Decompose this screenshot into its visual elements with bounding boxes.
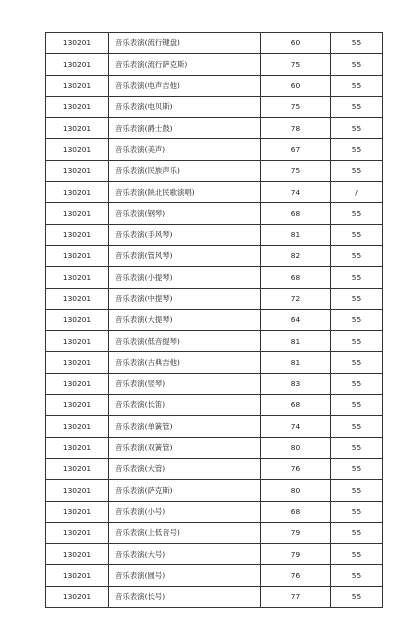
table-row — [46, 480, 383, 501]
score-cell: 81 — [261, 331, 331, 352]
score-cell: 80 — [261, 437, 331, 458]
pass-line-cell: 55 — [331, 480, 383, 501]
major-code-cell: 130201 — [46, 33, 109, 54]
score-cell: 68 — [261, 203, 331, 224]
document-page — [45, 32, 382, 608]
score-cell: 68 — [261, 395, 331, 416]
pass-line-cell: 55 — [331, 437, 383, 458]
major-name-cell: 音乐表演(管风琴) — [109, 245, 261, 266]
pass-line-cell: 55 — [331, 565, 383, 586]
table-row — [46, 331, 383, 352]
major-code-cell: 130201 — [46, 544, 109, 565]
major-name-cell: 音乐表演(上低音号) — [109, 522, 261, 543]
pass-line-cell: 55 — [331, 75, 383, 96]
pass-line-cell: 55 — [331, 54, 383, 75]
major-code-cell: 130201 — [46, 267, 109, 288]
score-cell: 77 — [261, 586, 331, 607]
score-cell: 75 — [261, 160, 331, 181]
major-code-cell: 130201 — [46, 522, 109, 543]
major-code-cell: 130201 — [46, 160, 109, 181]
major-name-cell: 音乐表演(小号) — [109, 501, 261, 522]
score-cell: 81 — [261, 352, 331, 373]
major-name-cell: 音乐表演(电声吉他) — [109, 75, 261, 96]
pass-line-cell: 55 — [331, 395, 383, 416]
major-code-cell: 130201 — [46, 586, 109, 607]
major-name-cell: 音乐表演(小提琴) — [109, 267, 261, 288]
major-code-cell: 130201 — [46, 182, 109, 203]
table-row — [46, 75, 383, 96]
table-row — [46, 544, 383, 565]
pass-line-cell: 55 — [331, 139, 383, 160]
table-row — [46, 586, 383, 607]
pass-line-cell: 55 — [331, 96, 383, 117]
major-code-cell: 130201 — [46, 203, 109, 224]
major-name-cell: 音乐表演(流行萨克斯) — [109, 54, 261, 75]
major-name-cell: 音乐表演(竖琴) — [109, 373, 261, 394]
pass-line-cell: 55 — [331, 245, 383, 266]
major-code-cell: 130201 — [46, 416, 109, 437]
major-name-cell: 音乐表演(中提琴) — [109, 288, 261, 309]
major-code-cell: 130201 — [46, 373, 109, 394]
pass-line-cell: 55 — [331, 544, 383, 565]
major-name-cell: 音乐表演(钢琴) — [109, 203, 261, 224]
major-code-cell: 130201 — [46, 395, 109, 416]
score-cell: 68 — [261, 267, 331, 288]
score-cell: 79 — [261, 544, 331, 565]
pass-line-cell: 55 — [331, 33, 383, 54]
table-row — [46, 522, 383, 543]
major-name-cell: 音乐表演(圆号) — [109, 565, 261, 586]
major-name-cell: 音乐表演(爵士鼓) — [109, 118, 261, 139]
pass-line-cell: 55 — [331, 522, 383, 543]
table-row — [46, 96, 383, 117]
score-cell: 72 — [261, 288, 331, 309]
table-row — [46, 203, 383, 224]
major-name-cell: 音乐表演(长号) — [109, 586, 261, 607]
score-cell: 82 — [261, 245, 331, 266]
table-row — [46, 33, 383, 54]
score-cell: 83 — [261, 373, 331, 394]
table-row — [46, 160, 383, 181]
score-cell: 80 — [261, 480, 331, 501]
major-name-cell: 音乐表演(大提琴) — [109, 309, 261, 330]
pass-line-cell: 55 — [331, 118, 383, 139]
major-code-cell: 130201 — [46, 288, 109, 309]
score-cell: 76 — [261, 565, 331, 586]
major-name-cell: 音乐表演(双簧管) — [109, 437, 261, 458]
major-name-cell: 音乐表演(陕北民歌演唱) — [109, 182, 261, 203]
major-name-cell: 音乐表演(手风琴) — [109, 224, 261, 245]
pass-line-cell: 55 — [331, 373, 383, 394]
major-code-cell: 130201 — [46, 245, 109, 266]
pass-line-cell: 55 — [331, 586, 383, 607]
table-row — [46, 224, 383, 245]
score-cell: 60 — [261, 33, 331, 54]
major-name-cell: 音乐表演(流行键盘) — [109, 33, 261, 54]
major-code-cell: 130201 — [46, 96, 109, 117]
score-cell: 60 — [261, 75, 331, 96]
table-row — [46, 139, 383, 160]
major-name-cell: 音乐表演(大管) — [109, 458, 261, 479]
major-code-cell: 130201 — [46, 458, 109, 479]
major-code-cell: 130201 — [46, 437, 109, 458]
pass-line-cell: 55 — [331, 160, 383, 181]
table-row — [46, 118, 383, 139]
score-cell: 79 — [261, 522, 331, 543]
table-row — [46, 352, 383, 373]
major-name-cell: 音乐表演(低音提琴) — [109, 331, 261, 352]
table-row — [46, 416, 383, 437]
pass-line-cell: 55 — [331, 309, 383, 330]
major-name-cell: 音乐表演(大号) — [109, 544, 261, 565]
pass-line-cell: 55 — [331, 203, 383, 224]
pass-line-cell: 55 — [331, 458, 383, 479]
major-code-cell: 130201 — [46, 139, 109, 160]
major-code-cell: 130201 — [46, 501, 109, 522]
major-code-cell: 130201 — [46, 118, 109, 139]
score-cell: 68 — [261, 501, 331, 522]
table-row — [46, 501, 383, 522]
major-name-cell: 音乐表演(民族声乐) — [109, 160, 261, 181]
major-code-cell: 130201 — [46, 54, 109, 75]
pass-line-cell: 55 — [331, 288, 383, 309]
major-name-cell: 音乐表演(古典吉他) — [109, 352, 261, 373]
major-name-cell: 音乐表演(单簧管) — [109, 416, 261, 437]
major-code-cell: 130201 — [46, 565, 109, 586]
pass-line-cell: 55 — [331, 501, 383, 522]
score-cell: 76 — [261, 458, 331, 479]
major-code-cell: 130201 — [46, 331, 109, 352]
table-row — [46, 437, 383, 458]
score-cell: 74 — [261, 416, 331, 437]
table-row — [46, 267, 383, 288]
pass-line-cell: 55 — [331, 331, 383, 352]
table-row — [46, 565, 383, 586]
table-row — [46, 288, 383, 309]
pass-line-cell: 55 — [331, 224, 383, 245]
pass-line-cell: 55 — [331, 416, 383, 437]
major-code-cell: 130201 — [46, 309, 109, 330]
score-cell: 81 — [261, 224, 331, 245]
major-name-cell: 音乐表演(萨克斯) — [109, 480, 261, 501]
table-row — [46, 182, 383, 203]
table-row — [46, 54, 383, 75]
score-cell: 75 — [261, 96, 331, 117]
table-row — [46, 458, 383, 479]
score-table — [45, 32, 383, 608]
major-code-cell: 130201 — [46, 224, 109, 245]
major-name-cell: 音乐表演(长笛) — [109, 395, 261, 416]
pass-line-cell: 55 — [331, 352, 383, 373]
pass-line-cell: 55 — [331, 267, 383, 288]
score-cell: 78 — [261, 118, 331, 139]
major-code-cell: 130201 — [46, 480, 109, 501]
table-row — [46, 395, 383, 416]
score-cell: 75 — [261, 54, 331, 75]
table-row — [46, 373, 383, 394]
major-name-cell: 音乐表演(美声) — [109, 139, 261, 160]
score-cell: 64 — [261, 309, 331, 330]
major-code-cell: 130201 — [46, 352, 109, 373]
score-cell: 74 — [261, 182, 331, 203]
major-code-cell: 130201 — [46, 75, 109, 96]
score-cell: 67 — [261, 139, 331, 160]
table-body — [46, 33, 383, 608]
table-row — [46, 245, 383, 266]
major-name-cell: 音乐表演(电贝斯) — [109, 96, 261, 117]
table-row — [46, 309, 383, 330]
pass-line-cell: / — [331, 182, 383, 203]
